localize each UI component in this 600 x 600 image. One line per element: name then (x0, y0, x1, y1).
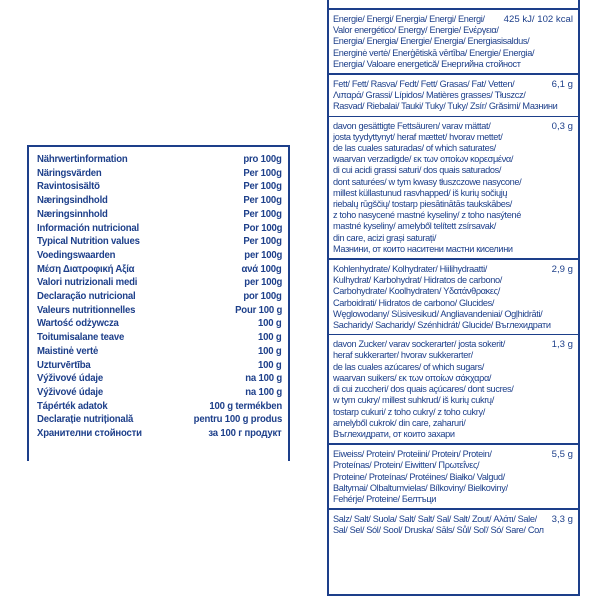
row-label: Voedingswaarden (37, 249, 116, 261)
nutrient-label-line: Carbohydrate/ Koolhydraten/ Υδατάνθρακες/ (333, 286, 500, 297)
nutrient-label-line: de las cuales saturadas/ of which saturates/ (333, 143, 496, 154)
nutrient-label-line: heraf sukkerarter/ hvorav sukkerarter/ (333, 350, 473, 361)
left-table-row (37, 222, 282, 236)
nutrient-label (333, 339, 515, 440)
nutrient-label-line: Energie/ Energi/ Energia/ Energi/ Energi/ (333, 14, 485, 24)
nutrient-label (333, 449, 515, 505)
row-label: Valeurs nutritionnelles (37, 304, 136, 316)
left-table-row (37, 180, 282, 194)
nutrient-label-line: Salz/ Salt/ Suola/ Salt/ Salt/ Sal/ Salt/ Zout/ Αλάτι/ Sale/ (333, 514, 537, 525)
row-value: 100 g (258, 332, 282, 344)
row-value: na 100 g (245, 386, 282, 398)
row-label: Información nutricional (37, 222, 139, 234)
nutrient-section-carbohydrate (329, 260, 578, 335)
nutrient-label (333, 14, 535, 70)
table-header-bar (329, 0, 578, 10)
nutrient-label (333, 514, 544, 536)
nutrient-label-line: Baltymai/ Olbaltumvielas/ Bílkoviny/ Bielkoviny/ (333, 482, 508, 493)
nutrient-label-line: di cui acidi grassi saturi/ dos quais saturados/ (333, 165, 502, 176)
row-value: pentru 100 g produs (193, 414, 282, 426)
left-table-row (37, 276, 282, 290)
nutrition-values-table (327, 0, 580, 596)
left-table-row (37, 372, 282, 386)
left-table-row (37, 194, 282, 208)
row-value: Per 100g (243, 167, 282, 179)
left-table-row (37, 167, 282, 181)
nutrient-label-line: Kohlenhydrate/ Kolhydrater/ Hiilihydraatti/ (333, 264, 487, 275)
nutrient-label (333, 79, 558, 113)
row-label: Μέση Διατροφική Αξία (37, 263, 135, 275)
nutrient-label-line: riebalų rūgščių/ tostarp piesātinātās taukskābes/ (333, 199, 512, 210)
nutrient-label-line: w tym cukry/ millest suhkrud/ iš kurių cukrų/ (333, 395, 494, 406)
nutrient-label-line: Fehérje/ Proteine/ Белтъци (333, 493, 437, 504)
nutrient-value: 425 kJ/ 102 kcal (503, 14, 573, 25)
row-value: Por 100g (243, 222, 282, 234)
row-label: Valori nutrizionali medi (37, 277, 138, 289)
nutrient-label-line: Kulhydrat/ Karbohydrat/ Hidratos de carbono/ (333, 275, 502, 286)
nutrient-label-line: Proteínas/ Protein/ Eiwitten/ Πρωτεΐνες/ (333, 460, 480, 471)
row-value: 100 g (258, 359, 282, 371)
nutrient-label-line: Λιπαρά/ Grassi/ Lípidos/ Matières grasses/ Tłuszcz/ (333, 90, 526, 101)
nutrient-label-line: Rasvad/ Riebalai/ Tauki/ Tuky/ Tuky/ Zsír/ Grăsimi/ Мазнини (333, 101, 558, 112)
nutrient-label-line: Valor energético/ Energy/ Energie/ Ενέργεια/ (333, 25, 499, 36)
row-label: Nährwertinformation (37, 154, 128, 165)
nutrient-label-line: Sal/ Sel/ Sól/ Sool/ Druska/ Sāls/ Sůl/ Soľ/ Só/ Sare/ Сол (333, 525, 544, 536)
left-table-row (37, 386, 282, 400)
left-table-row (37, 290, 282, 304)
nutrient-label-line: Fett/ Fett/ Rasva/ Fedt/ Fett/ Grasas/ Fat/ Vetten/ (333, 79, 515, 90)
nutrient-label-line: Eiweiss/ Protein/ Proteiini/ Protein/ Protein/ (333, 449, 492, 460)
row-value: pro 100g (243, 154, 282, 165)
nutrient-section-salt (329, 510, 578, 539)
nutrient-label-line: Sacharidy/ Sacharidy/ Szénhidrát/ Glucide/ Въглехидрати (333, 320, 551, 331)
nutrient-label-line: amelyből cukrok/ din care, zaharuri/ (333, 417, 466, 428)
nutrient-label-line: Energia/ Valoare energetică/ Енергийна стойност (333, 58, 521, 69)
left-table-row (37, 400, 282, 414)
nutrient-value: 5,5 g (551, 449, 573, 461)
row-label: Хранителни стойности (37, 428, 142, 440)
nutrient-label-line: Proteine/ Proteínas/ Protéines/ Białko/ Valgud/ (333, 471, 505, 482)
row-value: Per 100g (243, 181, 282, 193)
nutrient-label-line: waarvan verzadigde/ εκ των οποίων κορεσμένα/ (333, 154, 514, 165)
nutrient-value: 1,3 g (551, 339, 573, 351)
nutrient-label (333, 120, 522, 255)
row-label: Ravintosisältö (37, 181, 100, 193)
row-value: na 100 g (245, 373, 282, 385)
nutrient-value: 2,9 g (551, 264, 573, 276)
row-value: Per 100g (243, 208, 282, 220)
nutrient-label (333, 264, 551, 331)
row-label: Näringsvärden (37, 167, 102, 179)
nutrient-label-line: dont saturées/ w tym kwasy tłuszczowe nasycone/ (333, 176, 522, 187)
nutrient-label-line: din care, acizi grași saturați/ (333, 232, 437, 243)
row-value: por 100g (243, 291, 282, 303)
row-label: Tápérték adatok (37, 400, 108, 412)
row-value: Per 100g (243, 195, 282, 207)
nutrient-label-line: Energinė vertė/ Enerģētiskā vērtība/ Energie/ Energia/ (333, 47, 535, 58)
left-table-row (37, 235, 282, 249)
left-table-row (37, 249, 282, 263)
row-value: 100 g (258, 318, 282, 330)
nutrient-label-line: di cui zuccheri/ dos quais açúcares/ dont sucres/ (333, 384, 514, 395)
row-value: per 100g (244, 249, 282, 261)
left-table-row (37, 317, 282, 331)
nutrient-section-saturates (329, 117, 578, 260)
row-label: Declaração nutricional (37, 291, 136, 303)
nutrient-label-line: Carboidrati/ Hidratos de carbono/ Glucides/ (333, 297, 495, 308)
nutrient-label-line: z toho nasycené mastné kyseliny/ z toho nasýtené (333, 210, 521, 221)
row-value: 100 g termékben (209, 400, 282, 412)
nutrient-label-line: Energia/ Energia/ Energie/ Energia/ Energiasisaldus/ (333, 36, 530, 47)
nutrient-value: 3,3 g (551, 514, 573, 526)
nutrient-label-line: millest küllastunud rasvhapped/ iš kurių sočiųjų (333, 187, 508, 198)
left-table-row (37, 413, 282, 427)
row-label: Výživové údaje (37, 373, 103, 385)
row-label: Toitumisalane teave (37, 332, 125, 344)
row-value: 100 g (258, 345, 282, 357)
nutrient-label-line: Въглехидрати, от които захари (333, 428, 455, 439)
row-value: Per 100g (243, 236, 282, 248)
left-table-row (37, 359, 282, 373)
nutrient-label-line: tostarp cukuri/ z toho cukry/ z toho cukry/ (333, 406, 485, 417)
nutrient-section-sugars (329, 335, 578, 445)
nutrient-section-fat (329, 75, 578, 117)
left-table-row (37, 345, 282, 359)
left-table-row (37, 208, 282, 222)
row-label: Uzturvērtība (37, 359, 91, 371)
row-label: Næringsindhold (37, 195, 108, 207)
nutrient-label-line: waarvan suikers/ εκ των οποίων σάκχαρα/ (333, 372, 492, 383)
nutrient-label-line: josta tyydyttynyt/ heraf mættet/ hvorav mettet/ (333, 131, 503, 142)
left-table-row (37, 427, 282, 441)
left-table-row (37, 331, 282, 345)
left-table-row (37, 153, 282, 167)
nutrient-label-line: de las cuales azúcares/ of which sugars/ (333, 361, 484, 372)
nutrient-label-line: davon Zucker/ varav sockerarter/ josta sokerit/ (333, 339, 505, 350)
nutrient-value: 6,1 g (551, 79, 573, 91)
row-label: Declarație nutrițională (37, 414, 134, 426)
row-label: Wartość odżywcza (37, 318, 119, 330)
row-value: Pour 100 g (234, 304, 282, 316)
nutrient-label-line: Мазнини, от които наситени мастни киселини (333, 243, 513, 254)
row-value: за 100 г продукт (208, 428, 282, 440)
row-value: ανά 100g (241, 263, 282, 275)
nutrition-header-table (27, 145, 290, 461)
row-value: per 100g (244, 277, 282, 289)
nutrient-label-line: Węglowodany/ Süsivesikud/ Angliavandeniai/ Ogļhidrāti/ (333, 308, 543, 319)
row-label: Typical Nutrition values (37, 236, 140, 248)
left-table-row (37, 263, 282, 277)
nutrient-value: 0,3 g (551, 120, 573, 132)
nutrient-label-line: davon gesättigte Fettsäuren/ varav mättat/ (333, 120, 491, 131)
nutrient-label-line: mastné kyseliny/ amelyből telített zsírsavak/ (333, 221, 496, 232)
row-label: Næringsinnhold (37, 208, 108, 220)
nutrient-section-protein (329, 445, 578, 510)
row-label: Výživové údaje (37, 386, 103, 398)
left-table-row (37, 304, 282, 318)
row-label: Maistinė vertė (37, 345, 99, 357)
nutrient-section-energy (329, 10, 578, 75)
